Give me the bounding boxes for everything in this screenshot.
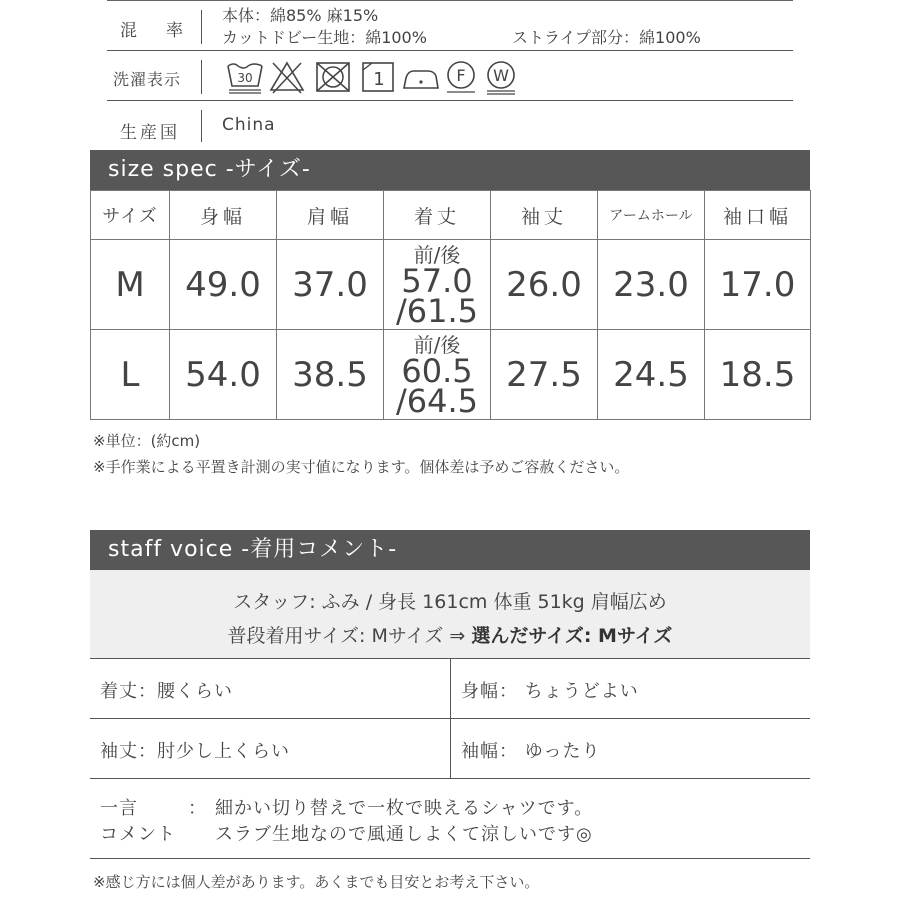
fit-sleeve-width: 袖幅： ゆったり [461,741,601,762]
iron-icon [400,60,442,98]
material-separator [201,10,202,44]
cell-shoulder: 38.5 [277,330,384,420]
cell-length-front: 57.0 [401,261,473,300]
cell-length-prefix: 前/後 [413,242,461,267]
staff-size-line [90,621,810,648]
measure-note: ※手作業による平置き計測の実寸値になります。個体差は予めご容赦ください。 [93,458,630,476]
col-header-body-width: 身幅 [170,191,277,240]
material-label: 混 率 [120,21,189,41]
origin-value: China [222,115,276,135]
cell-body-width: 54.0 [170,330,277,420]
fit-sleeve-length: 袖丈：肘少し上くらい [100,741,290,762]
no-bleach-icon [268,60,306,98]
origin-label: 生産国 [120,123,180,143]
cell-sleeve: 27.5 [491,330,598,420]
material-line1: 本体：綿85% 麻15% [222,6,379,25]
cell-length-prefix: 前/後 [413,332,461,357]
material-divider [107,50,793,51]
col-header-size: サイズ [91,191,170,240]
laundry-separator [201,60,202,94]
chosen-size: 選んだサイズ: Mサイズ [471,625,673,647]
fit-length: 着丈：腰くらい [100,681,233,702]
wash-30-icon [226,60,264,98]
fit-body-width: 身幅： ちょうどよい [461,681,639,702]
dry-clean-f-icon [444,60,478,98]
table-header-row [91,191,811,240]
col-header-length: 着丈 [384,191,491,240]
cell-cuff: 18.5 [705,330,811,420]
w-icon-text: W [493,66,509,85]
cell-armhole: 24.5 [598,330,705,420]
unit-note: ※単位：(約cm) [93,432,201,450]
wash-temp-text: 30 [237,71,253,85]
origin-separator [201,110,202,142]
line-dry-icon [360,60,396,98]
comment-divider [90,858,810,859]
dry-icon-text: 1 [373,69,385,90]
staff-profile: スタッフ: ふみ / 身長 161cm 体重 51kg 肩幅広め [233,591,667,613]
table-row [91,330,811,420]
cell-body-width: 49.0 [170,240,277,330]
comment-line2: スラブ生地なので風通しよくて涼しいです◎ [215,824,593,845]
cell-size: L [91,330,170,420]
wet-clean-w-icon [484,60,518,100]
comment-line1: 細かい切り替えで一枚で映えるシャツです。 [215,798,594,819]
fit-divider-bottom [90,778,810,779]
size-spec-table [90,190,811,420]
cell-cuff: 17.0 [705,240,811,330]
cell-shoulder: 37.0 [277,240,384,330]
top-divider [107,0,793,1]
col-header-sleeve: 袖丈 [491,191,598,240]
table-row [91,240,811,330]
material-line2a: カットドビー生地：綿100% [222,28,427,47]
comment-label-line1: 一言 [100,798,138,819]
laundry-divider [107,100,793,101]
no-tumble-dry-icon [314,60,352,98]
usual-size: 普段着用サイズ: Mサイズ ⇒ [227,625,472,647]
staff-profile-box [90,570,810,658]
staff-voice-header: staff voice -着用コメント- [90,530,810,570]
cell-size: M [91,240,170,330]
cell-length-front: 60.5 [401,351,473,390]
footer-note: ※感じ方には個人差があります。あくまでも目安とお考え下さい。 [93,873,540,891]
comment-colon: ： [188,798,207,819]
cell-length [384,240,491,330]
size-spec-header: size spec -サイズ- [90,150,810,190]
cell-length [384,330,491,420]
laundry-label: 洗濯表示 [113,70,182,89]
material-line2b: ストライプ部分：綿100% [512,28,701,47]
f-icon-text: F [456,66,466,85]
cell-length-back: /64.5 [395,381,479,420]
cell-sleeve: 26.0 [491,240,598,330]
cell-length-back: /61.5 [395,291,479,330]
col-header-shoulder: 肩幅 [277,191,384,240]
comment-label-line2: コメント [100,824,176,845]
fit-divider-middle [90,718,810,719]
cell-armhole: 23.0 [598,240,705,330]
col-header-armhole: アームホール [598,191,705,240]
col-header-cuff: 袖口幅 [705,191,811,240]
